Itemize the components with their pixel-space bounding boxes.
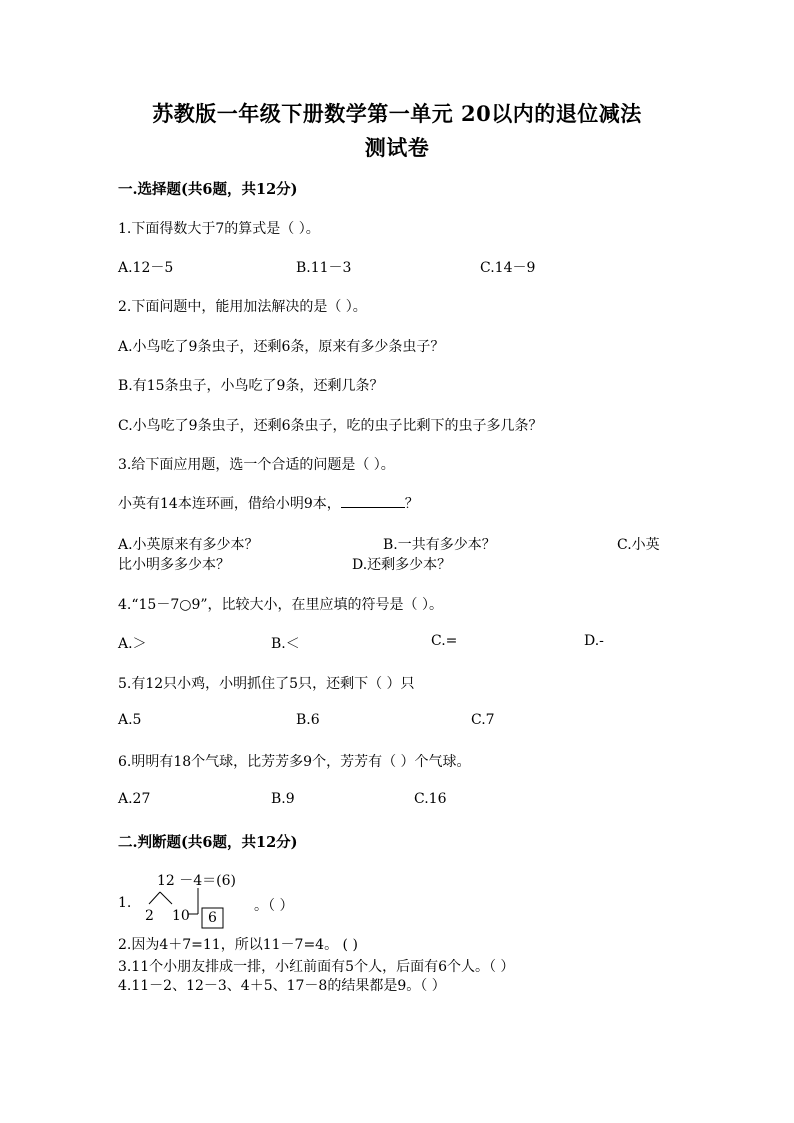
question-3-option-b[interactable]: B.一共有多少本？ — [383, 537, 496, 553]
question-6-option-a[interactable]: A.27 — [118, 791, 151, 807]
figure-boxed-number: 6 — [208, 910, 217, 926]
judgement-1-prefix: 1. — [118, 895, 132, 911]
question-3-option-d[interactable]: D.还剩多少本？ — [352, 557, 452, 573]
question-6-option-c[interactable]: C.16 — [414, 791, 447, 807]
question-2-stem: 2.下面问题中，能用加法解决的是（ ）。 — [118, 299, 367, 315]
question-3-scenario-end: ？ — [404, 496, 419, 512]
question-1-option-c[interactable]: C.14－9 — [480, 260, 536, 276]
answer-blank[interactable] — [341, 495, 405, 508]
question-3-scenario — [118, 493, 419, 513]
section-heading-choice: 一.选择题(共6题，共12分) — [118, 181, 298, 198]
question-3-option-c-continued: 比小明多多少本？ — [118, 557, 230, 573]
question-3-option-c[interactable]: C.小英 — [617, 537, 660, 553]
figure-equation: 12 －4＝(6) — [157, 873, 237, 889]
question-4-option-b[interactable]: B.＜ — [271, 636, 300, 652]
question-2-option-b[interactable]: B.有15条虫子，小鸟吃了9条，还剩几条？ — [118, 378, 384, 394]
question-1-option-b[interactable]: B.11－3 — [296, 260, 352, 276]
figure-left-part: 2 — [145, 908, 154, 924]
question-6-stem: 6.明明有18个气球，比芳芳多9个，芳芳有（ ）个气球。 — [118, 754, 471, 770]
section-heading-judgement: 二.判断题(共6题，共12分) — [118, 834, 298, 851]
question-4-stem: 4.“15－7○9”，比较大小，在里应填的符号是（ ）。 — [118, 597, 443, 613]
question-4-option-c[interactable]: C.= — [431, 633, 458, 649]
figure-right-part: 10 — [172, 908, 190, 924]
question-5-option-a[interactable]: A.5 — [118, 712, 142, 728]
judgement-4[interactable]: 4.11－2、12－3、4＋5、17－8的结果都是9。（ ） — [118, 978, 446, 994]
question-2-option-a[interactable]: A.小鸟吃了9条虫子，还剩6条，原来有多少条虫子？ — [118, 339, 445, 355]
question-3-scenario-text: 小英有14本连环画，借给小明9本， — [118, 496, 341, 512]
question-2-option-c[interactable]: C.小鸟吃了9条虫子，还剩6条虫子，吃的虫子比剩下的虫子多几条？ — [118, 418, 543, 434]
decomposition-figure — [140, 868, 250, 930]
question-6-option-b[interactable]: B.9 — [271, 791, 295, 807]
question-5-option-b[interactable]: B.6 — [296, 712, 320, 728]
page-subtitle: 测试卷 — [364, 135, 430, 160]
judgement-3[interactable]: 3.11个小朋友排成一排，小红前面有5个人，后面有6个人。（ ） — [118, 959, 515, 975]
page-title: 苏教版一年级下册数学第一单元 20以内的退位减法 — [152, 101, 642, 126]
judgement-2[interactable]: 2.因为4＋7=11，所以11－7=4。 ( ) — [118, 937, 358, 953]
question-4-option-d[interactable]: D.- — [584, 633, 604, 649]
question-5-stem: 5.有12只小鸡，小明抓住了5只，还剩下（ ）只 — [118, 676, 415, 692]
question-5-option-c[interactable]: C.7 — [471, 712, 495, 728]
question-1-option-a[interactable]: A.12－5 — [118, 260, 174, 276]
question-3-option-a[interactable]: A.小英原来有多少本？ — [118, 537, 259, 553]
question-4-option-a[interactable]: A.＞ — [118, 636, 147, 652]
question-3-stem: 3.给下面应用题，选一个合适的问题是（ ）。 — [118, 457, 395, 473]
judgement-1-answer[interactable]: 。（ ） — [254, 898, 294, 914]
question-1-stem: 1.下面得数大于7的算式是（ ）。 — [118, 221, 320, 237]
figure-lines — [140, 868, 250, 930]
